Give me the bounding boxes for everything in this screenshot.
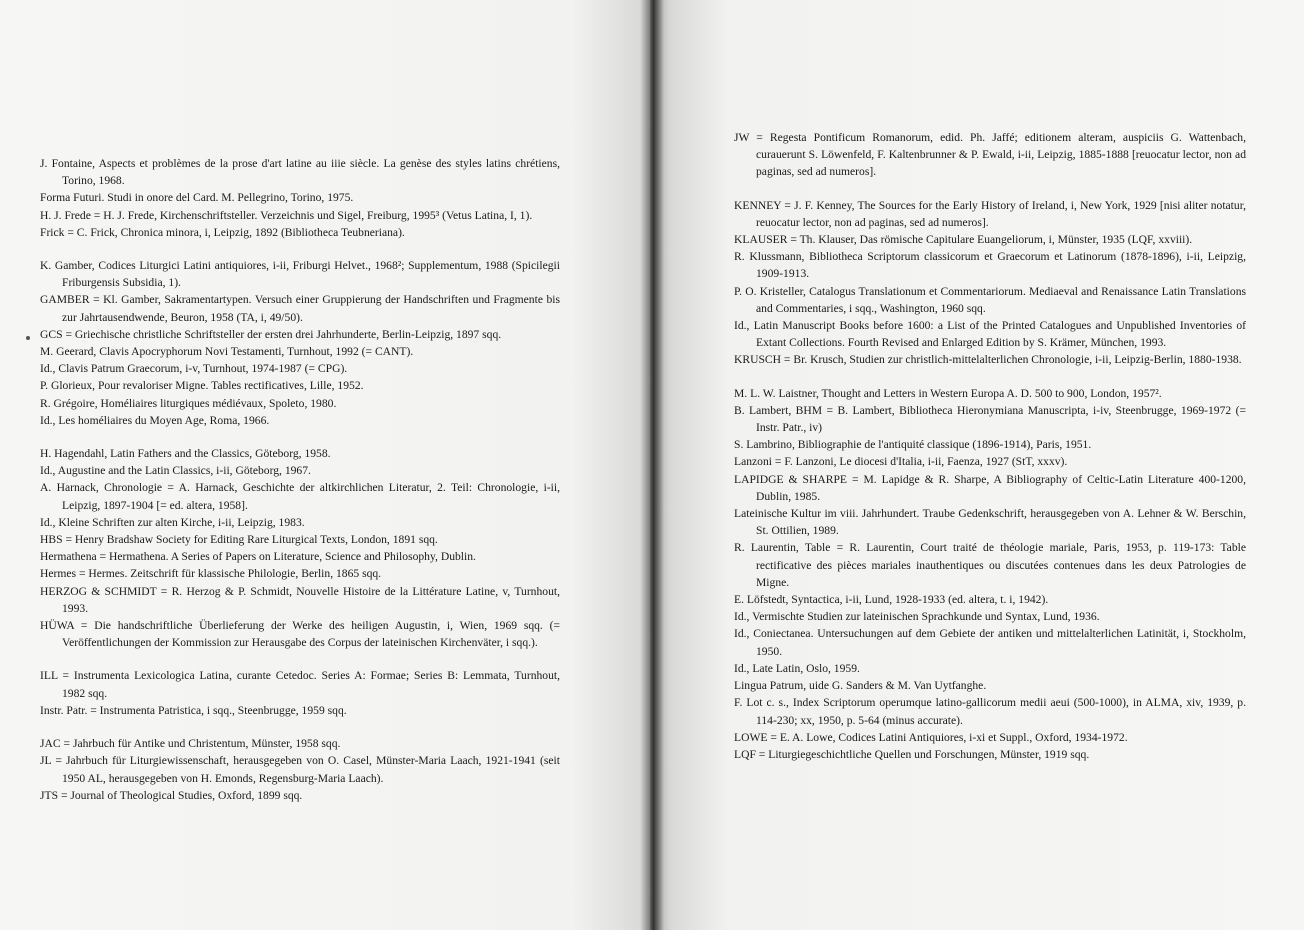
- bibliography-entry: LQF = Liturgiegeschichtliche Quellen und Forschungen, Münster, 1919 sqq.: [734, 747, 1090, 761]
- bibliography-entry: Id., Kleine Schriften zur alten Kirche, i-ii, Leipzig, 1983.: [40, 515, 305, 529]
- bibliography-entry: J. Fontaine, Aspects et problèmes de la prose d'art latine au iiie siècle. La genèse des styles latins chrétiens, Torino, 1968.: [40, 157, 560, 188]
- bibliography-entry: Id., Clavis Patrum Graecorum, i-v, Turnhout, 1974-1987 (= CPG).: [40, 362, 348, 376]
- bibliography-entry: HBS = Henry Bradshaw Society for Editing Rare Liturgical Texts, London, 1891 sqq.: [40, 533, 438, 547]
- bibliography-entry: Id., Les homéliaires du Moyen Age, Roma, 1966.: [40, 413, 270, 427]
- bibliography-entry: Id., Augustine and the Latin Classics, i-ii, Göteborg, 1967.: [40, 464, 311, 478]
- bibliography-entry: K. Gamber, Codices Liturgici Latini antiquiores, i-ii, Friburgi Helvet., 1968²; Supplementum, 1988 (Spicilegii Friburgensis Subsidia, 1).: [40, 259, 560, 290]
- bibliography-entry: Lanzoni = F. Lanzoni, Le diocesi d'Italia, i-ii, Faenza, 1927 (StT, xxxv).: [734, 455, 1068, 469]
- bibliography-entry: H. J. Frede = H. J. Frede, Kirchenschriftsteller. Verzeichnis und Sigel, Freiburg, 1995³ (Vetus Latina, I, 1).: [40, 208, 533, 222]
- bibliography-entry: LAPIDGE & SHARPE = M. Lapidge & R. Sharpe, A Bibliography of Celtic-Latin Literature 400-1200, Dublin, 1985.: [734, 472, 1246, 503]
- bibliography-entry: F. Lot c. s., Index Scriptorum operumque latino-gallicorum medii aeui (500-1000), in ALMA, xiv, 1939, p. 114-230; xx, 1950, p. 5-64 (minus accurate).: [734, 696, 1246, 727]
- group-spacer: [40, 241, 560, 257]
- bibliography-entry: Lingua Patrum, uide G. Sanders & M. Van Uytfanghe.: [734, 679, 987, 693]
- bibliography-entry: Frick = C. Frick, Chronica minora, i, Leipzig, 1892 (Bibliotheca Teubneriana).: [40, 225, 405, 239]
- left-page: [0, 0, 650, 930]
- bibliography-entry: KENNEY = J. F. Kenney, The Sources for the Early History of Ireland, i, New York, 1929 [nisi aliter notatur, reuocatur lector, non ad paginas, sed ad numeros].: [734, 198, 1246, 229]
- bibliography-entry: S. Lambrino, Bibliographie de l'antiquité classique (1896-1914), Paris, 1951.: [734, 438, 1092, 452]
- bibliography-entry: M. Geerard, Clavis Apocryphorum Novi Testamenti, Turnhout, 1992 (= CANT).: [40, 345, 414, 359]
- bibliography-entry: Hermathena = Hermathena. A Series of Papers on Literature, Science and Philosophy, Dublin.: [40, 550, 476, 564]
- bibliography-entry: Id., Late Latin, Oslo, 1959.: [734, 661, 860, 675]
- group-spacer: [734, 181, 1246, 197]
- bibliography-entry: ILL = Instrumenta Lexicologica Latina, curante Cetedoc. Series A: Formae; Series B: Lemmata, Turnhout, 1982 sqq.: [40, 669, 560, 700]
- bibliography-entry: HÜWA = Die handschriftliche Überlieferung der Werke des heiligen Augustin, i, Wien, 1969 sqq. (= Veröffentlichungen der Kommission zur Herausgabe des Corpus der lateinischen Kirchenväter, i sqq.).: [40, 619, 560, 650]
- bibliography-entry: A. Harnack, Chronologie = A. Harnack, Geschichte der altkirchlichen Literatur, 2. Teil: Chronologie, i-ii, Leipzig, 1897-1904 [= ed. altera, 1958].: [40, 481, 560, 512]
- group-spacer: [40, 429, 560, 445]
- group-spacer: [40, 719, 560, 735]
- bibliography-entry: LOWE = E. A. Lowe, Codices Latini Antiquiores, i-xi et Suppl., Oxford, 1934-1972.: [734, 730, 1128, 744]
- right-page: [650, 0, 1304, 930]
- bibliography-entry: Id., Vermischte Studien zur lateinischen Sprachkunde und Syntax, Lund, 1936.: [734, 610, 1100, 624]
- bibliography-entry: Lateinische Kultur im viii. Jahrhundert. Traube Gedenkschrift, herausgegeben von A. Lehner & W. Berschin, St. Ottilien, 1989.: [734, 507, 1246, 538]
- bibliography-entry: JW = Regesta Pontificum Romanorum, edid. Ph. Jaffé; editionem alteram, auspiciis G. Wattenbach, curauerunt S. Löwenfeld, F. Kaltenbrunner & P. Ewald, i-ii, Leipzig, 1885-1888 [reuocatur lector, non ad paginas, sed ad numeros].: [734, 131, 1246, 179]
- bibliography-entry: HERZOG & SCHMIDT = R. Herzog & P. Schmidt, Nouvelle Histoire de la Littérature Latine, v, Turnhout, 1993.: [40, 584, 560, 615]
- bibliography-entry: Id., Coniectanea. Untersuchungen auf dem Gebiete der antiken und mittelalterlichen Latinität, i, Stockholm, 1950.: [734, 627, 1246, 658]
- left-bibliography-column: [40, 155, 560, 804]
- bibliography-entry: R. Klussmann, Bibliotheca Scriptorum classicorum et Graecorum et Latinorum (1878-1896), i-ii, Leipzig, 1909-1913.: [734, 250, 1246, 281]
- book-gutter: [640, 0, 664, 930]
- bibliography-entry: M. L. W. Laistner, Thought and Letters in Western Europa A. D. 500 to 900, London, 1957².: [734, 386, 1162, 400]
- bibliography-entry: JL = Jahrbuch für Liturgiewissenschaft, herausgegeben von O. Casel, Münster-Maria Laach, 1921-1941 (seit 1950 AL, herausgegeben von H. Emonds, Regensburg-Maria Laach).: [40, 754, 560, 785]
- bibliography-entry: Id., Latin Manuscript Books before 1600: a List of the Printed Catalogues and Unpublished Inventories of Extant Collections. Fourth Revised and Enlarged Edition by S. Krämer, München, 1993.: [734, 319, 1246, 350]
- bibliography-entry: R. Laurentin, Table = R. Laurentin, Court traité de théologie mariale, Paris, 1953, p. 119-173: Table rectificative des pièces mariales inauthentiques ou discutées contenues dans les deux Patrologies de Migne.: [734, 541, 1246, 589]
- bibliography-entry: P. O. Kristeller, Catalogus Translationum et Commentariorum. Mediaeval and Renaissance Latin Translations and Commentaries, i sqq., Washington, 1960 sqq.: [734, 284, 1246, 315]
- bibliography-entry: Forma Futuri. Studi in onore del Card. M. Pellegrino, Torino, 1975.: [40, 191, 354, 205]
- page-mark: [26, 336, 30, 340]
- bibliography-entry: KRUSCH = Br. Krusch, Studien zur christlich-mittelalterlichen Chronologie, i-ii, Leipzig-Berlin, 1880-1938.: [734, 353, 1242, 367]
- bibliography-entry: JTS = Journal of Theological Studies, Oxford, 1899 sqq.: [40, 788, 303, 802]
- bibliography-entry: E. Löfstedt, Syntactica, i-ii, Lund, 1928-1933 (ed. altera, t. i, 1942).: [734, 593, 1049, 607]
- bibliography-entry: GAMBER = Kl. Gamber, Sakramentartypen. Versuch einer Gruppierung der Handschriften und Fragmente bis zur Jahrtausendwende, Beuron, 1958 (TA, i, 49/50).: [40, 293, 560, 324]
- bibliography-entry: KLAUSER = Th. Klauser, Das römische Capitulare Euangeliorum, i, Münster, 1935 (LQF, xxviii).: [734, 233, 1193, 247]
- bibliography-entry: B. Lambert, BHM = B. Lambert, Bibliotheca Hieronymiana Manuscripta, i-iv, Steenbrugge, 1969-1972 (= Instr. Patr., iv): [734, 403, 1246, 435]
- bibliography-entry: R. Grégoire, Homéliaires liturgiques médiévaux, Spoleto, 1980.: [40, 396, 337, 410]
- group-spacer: [734, 369, 1246, 385]
- bibliography-entry: Instr. Patr. = Instrumenta Patristica, i sqq., Steenbrugge, 1959 sqq.: [40, 703, 347, 717]
- bibliography-entry: JAC = Jahrbuch für Antike und Christentum, Münster, 1958 sqq.: [40, 737, 341, 751]
- group-spacer: [40, 651, 560, 667]
- bibliography-entry: GCS = Griechische christliche Schriftsteller der ersten drei Jahrhunderte, Berlin-Leipzig, 1897 sqq.: [40, 327, 502, 341]
- bibliography-entry: Hermes = Hermes. Zeitschrift für klassische Philologie, Berlin, 1865 sqq.: [40, 567, 382, 581]
- right-bibliography-column: [734, 129, 1246, 763]
- bibliography-entry: P. Glorieux, Pour revaloriser Migne. Tables rectificatives, Lille, 1952.: [40, 379, 364, 393]
- bibliography-entry: H. Hagendahl, Latin Fathers and the Classics, Göteborg, 1958.: [40, 447, 331, 461]
